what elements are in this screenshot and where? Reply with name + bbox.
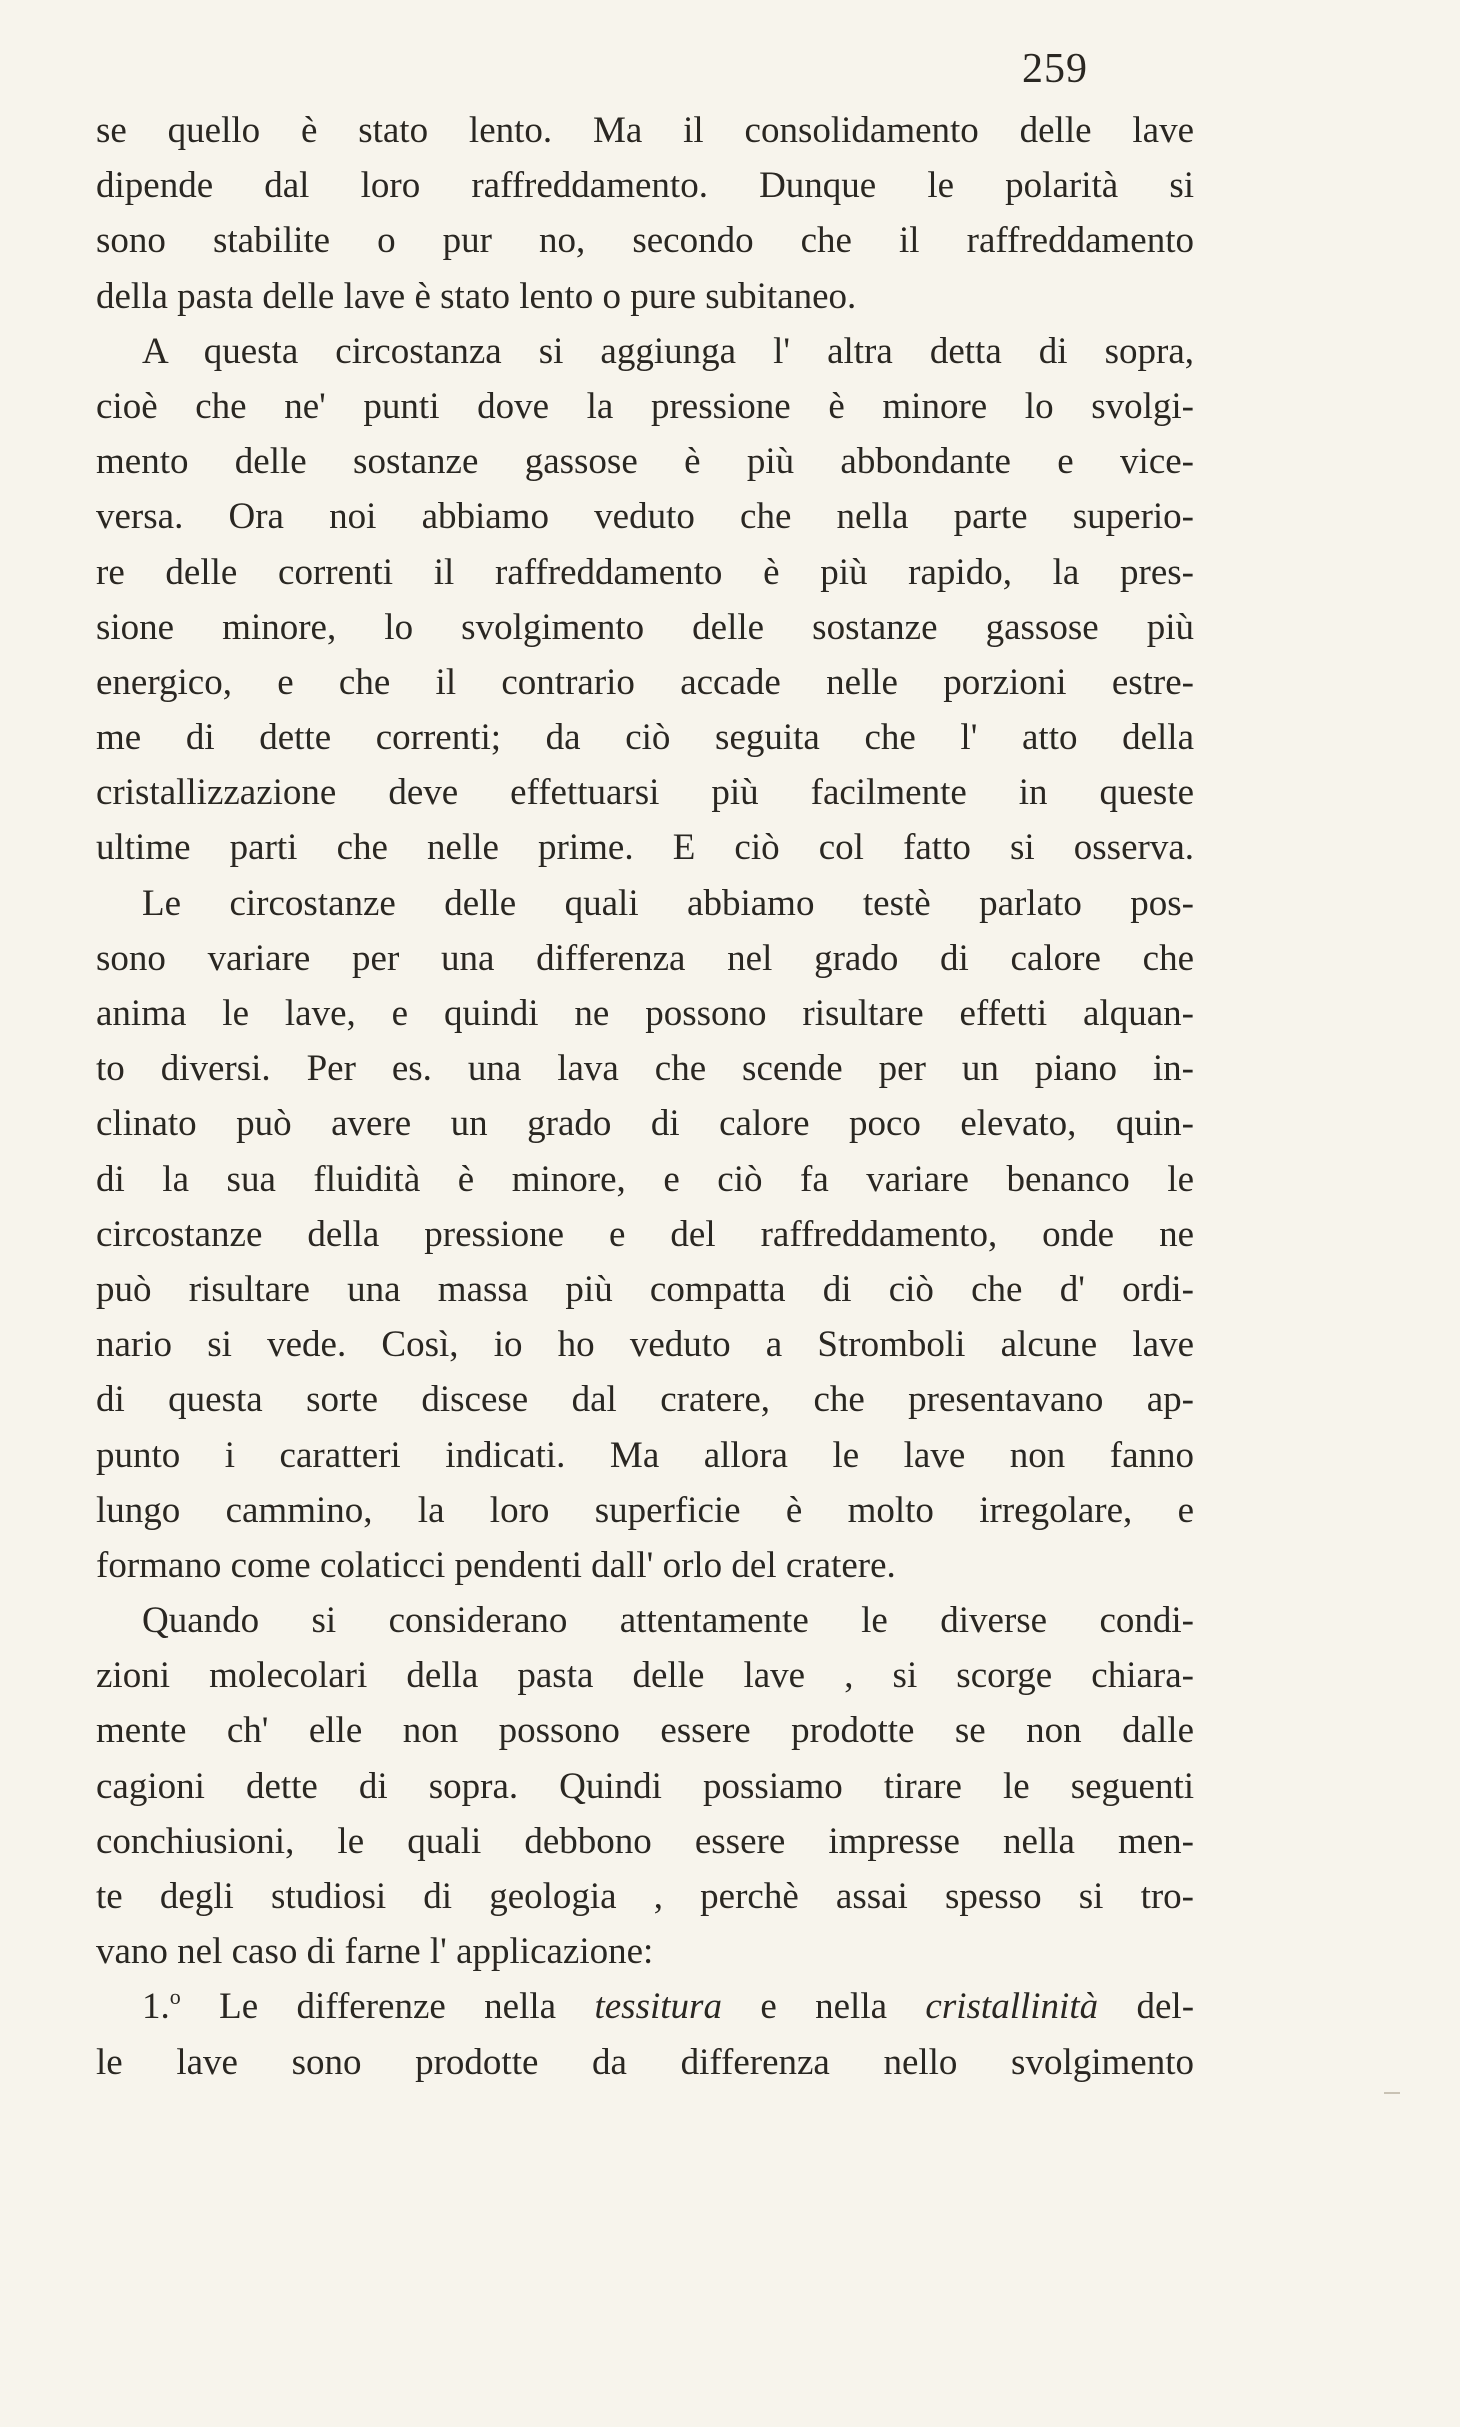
text-line: versa. Ora noi abbiamo veduto che nella parte superio- — [96, 496, 1194, 538]
text-line: della pasta delle lave è stato lento o pure subitaneo. — [96, 275, 857, 317]
text-line: può risultare una massa più compatta di ciò che d' ordi- — [96, 1268, 1194, 1310]
text-line: Quando si considerano attentamente le diverse condi- — [142, 1600, 1194, 1642]
text-line: energico, e che il contrario accade nelle porzioni estre- — [96, 661, 1194, 703]
text-line: te degli studiosi di geologia , perchè assai spesso si tro- — [96, 1876, 1194, 1917]
text-line: formano come colaticci pendenti dall' orlo del cratere. — [96, 1544, 896, 1586]
text-line: di la sua fluidità è minore, e ciò fa variare benanco le — [96, 1158, 1194, 1200]
text-line: lungo cammino, la loro superficie è molto irregolare, e — [96, 1489, 1194, 1531]
text-line: mento delle sostanze gassose è più abbondante e vice- — [96, 441, 1194, 483]
text-line: sione minore, lo svolgimento delle sostanze gassose più — [96, 606, 1194, 648]
text-line: nario si vede. Così, io ho veduto a Stromboli alcune lave — [96, 1324, 1194, 1366]
item-text: Le differenze nella — [219, 1986, 595, 2028]
text-line: mente ch' elle non possono essere prodotte se non dalle — [96, 1710, 1194, 1752]
page-number: 259 — [1022, 46, 1088, 92]
text-line: to diversi. Per es. una lava che scende per un piano in- — [96, 1048, 1194, 1090]
text-line: zioni molecolari della pasta delle lave , si scorge chiara- — [96, 1655, 1194, 1697]
margin-mark — [1384, 2092, 1400, 2094]
text-line: re delle correnti il raffreddamento è più rapido, la pres- — [96, 551, 1194, 593]
italic-term-cristallinita: cristallinità — [925, 1986, 1099, 2028]
text-line: anima le lave, e quindi ne possono risultare effetti alquan- — [96, 993, 1194, 1034]
text-line: A questa circostanza si aggiunga l' altra detta di sopra, — [142, 330, 1194, 372]
text-line: di questa sorte discese dal cratere, che presentavano ap- — [96, 1379, 1194, 1421]
text-line: le lave sono prodotte da differenza nello svolgimento — [96, 2041, 1194, 2083]
text-line: cioè che ne' punti dove la pressione è minore lo svolgi- — [96, 385, 1194, 427]
item-text: del- — [1098, 1986, 1195, 2028]
text-line: Le circostanze delle quali abbiamo testè parlato pos- — [142, 882, 1194, 924]
text-line: circostanze della pressione e del raffreddamento, onde ne — [96, 1213, 1194, 1255]
text-line: me di dette correnti; da ciò seguita che l' atto della — [96, 717, 1194, 759]
conclusion-item-1 — [96, 1979, 1194, 2034]
text-line: sono stabilite o pur no, secondo che il raffreddamento — [96, 220, 1194, 262]
text-line: ultime parti che nelle prime. E ciò col fatto si osserva. — [96, 827, 1194, 869]
text-line: punto i caratteri indicati. Ma allora le lave non fanno — [96, 1434, 1194, 1476]
text-line: conchiusioni, le quali debbono essere impresse nella men- — [96, 1820, 1194, 1862]
text-line: dipende dal loro raffreddamento. Dunque le polarità si — [96, 165, 1194, 207]
text-line: cristallizzazione deve effettuarsi più facilmente in queste — [96, 772, 1194, 814]
text-line: cagioni dette di sopra. Quindi possiamo tirare le seguenti — [96, 1765, 1194, 1807]
text-line: se quello è stato lento. Ma il consolidamento delle lave — [96, 110, 1194, 151]
item-number: 1. — [142, 1986, 170, 2028]
degree-mark: o — [169, 1984, 181, 2010]
text-line: vano nel caso di farne l' applicazione: — [96, 1931, 654, 1973]
italic-term-tessitura: tessitura — [594, 1986, 722, 2028]
item-text: e nella — [721, 1986, 926, 2028]
body-text — [96, 103, 1194, 2090]
text-line: sono variare per una differenza nel grado di calore che — [96, 937, 1194, 979]
text-line: clinato può avere un grado di calore poco elevato, quin- — [96, 1103, 1194, 1145]
